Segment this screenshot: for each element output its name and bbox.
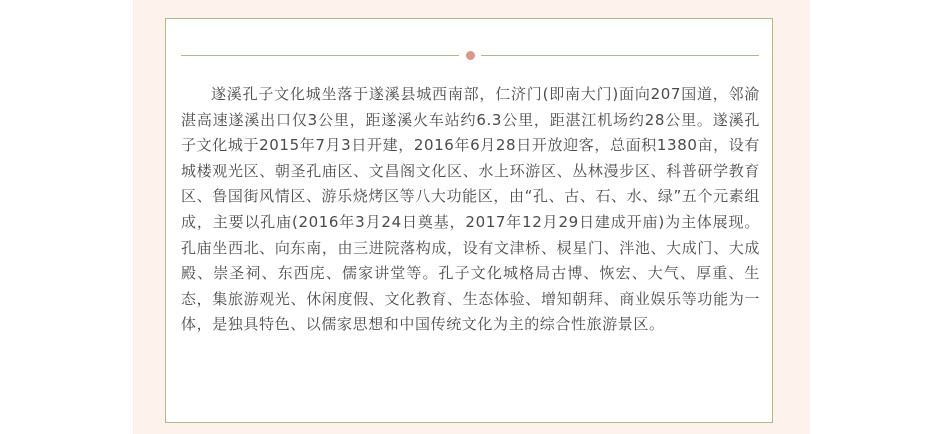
divider-line-left xyxy=(181,55,459,56)
decorative-divider xyxy=(181,51,759,60)
dot-icon xyxy=(466,51,475,60)
article-card xyxy=(165,18,773,423)
divider-line-right xyxy=(481,55,759,56)
article-paragraph: 遂溪孔子文化城坐落于遂溪县城西南部，仁济门(即南大门)面向207国道，邻渝湛高速遂溪出口仅3公里，距遂溪火车站约6.3公里，距湛江机场约28公里。遂溪孔子文化城于2015年7月3日开建，2016年6月28日开放迎客，总面积1380亩，设有城楼观光区、朝圣孔庙区、文昌阁文化区、水上环游区、丛林漫步区、科普研学教育区、鲁国街风情区、游乐烧烤区等八大功能区，由“孔、古、石、水、绿”五个元素组成，主要以孔庙(2016年3月24日奠基，2017年12月29日建成开庙)为主体展现。孔庙坐西北、向东南，由三进院落构成，设有文津桥、棂星门、泮池、大成门、大成殿、崇圣祠、东西庑、儒家讲堂等。孔子文化城格局古博、恢宏、大气、厚重、生态，集旅游观光、休闲度假、文化教育、生态体验、增知朝拜、商业娱乐等功能为一体，是独具特色、以儒家思想和中国传统文化为主的综合性旅游景区。 xyxy=(181,85,760,334)
